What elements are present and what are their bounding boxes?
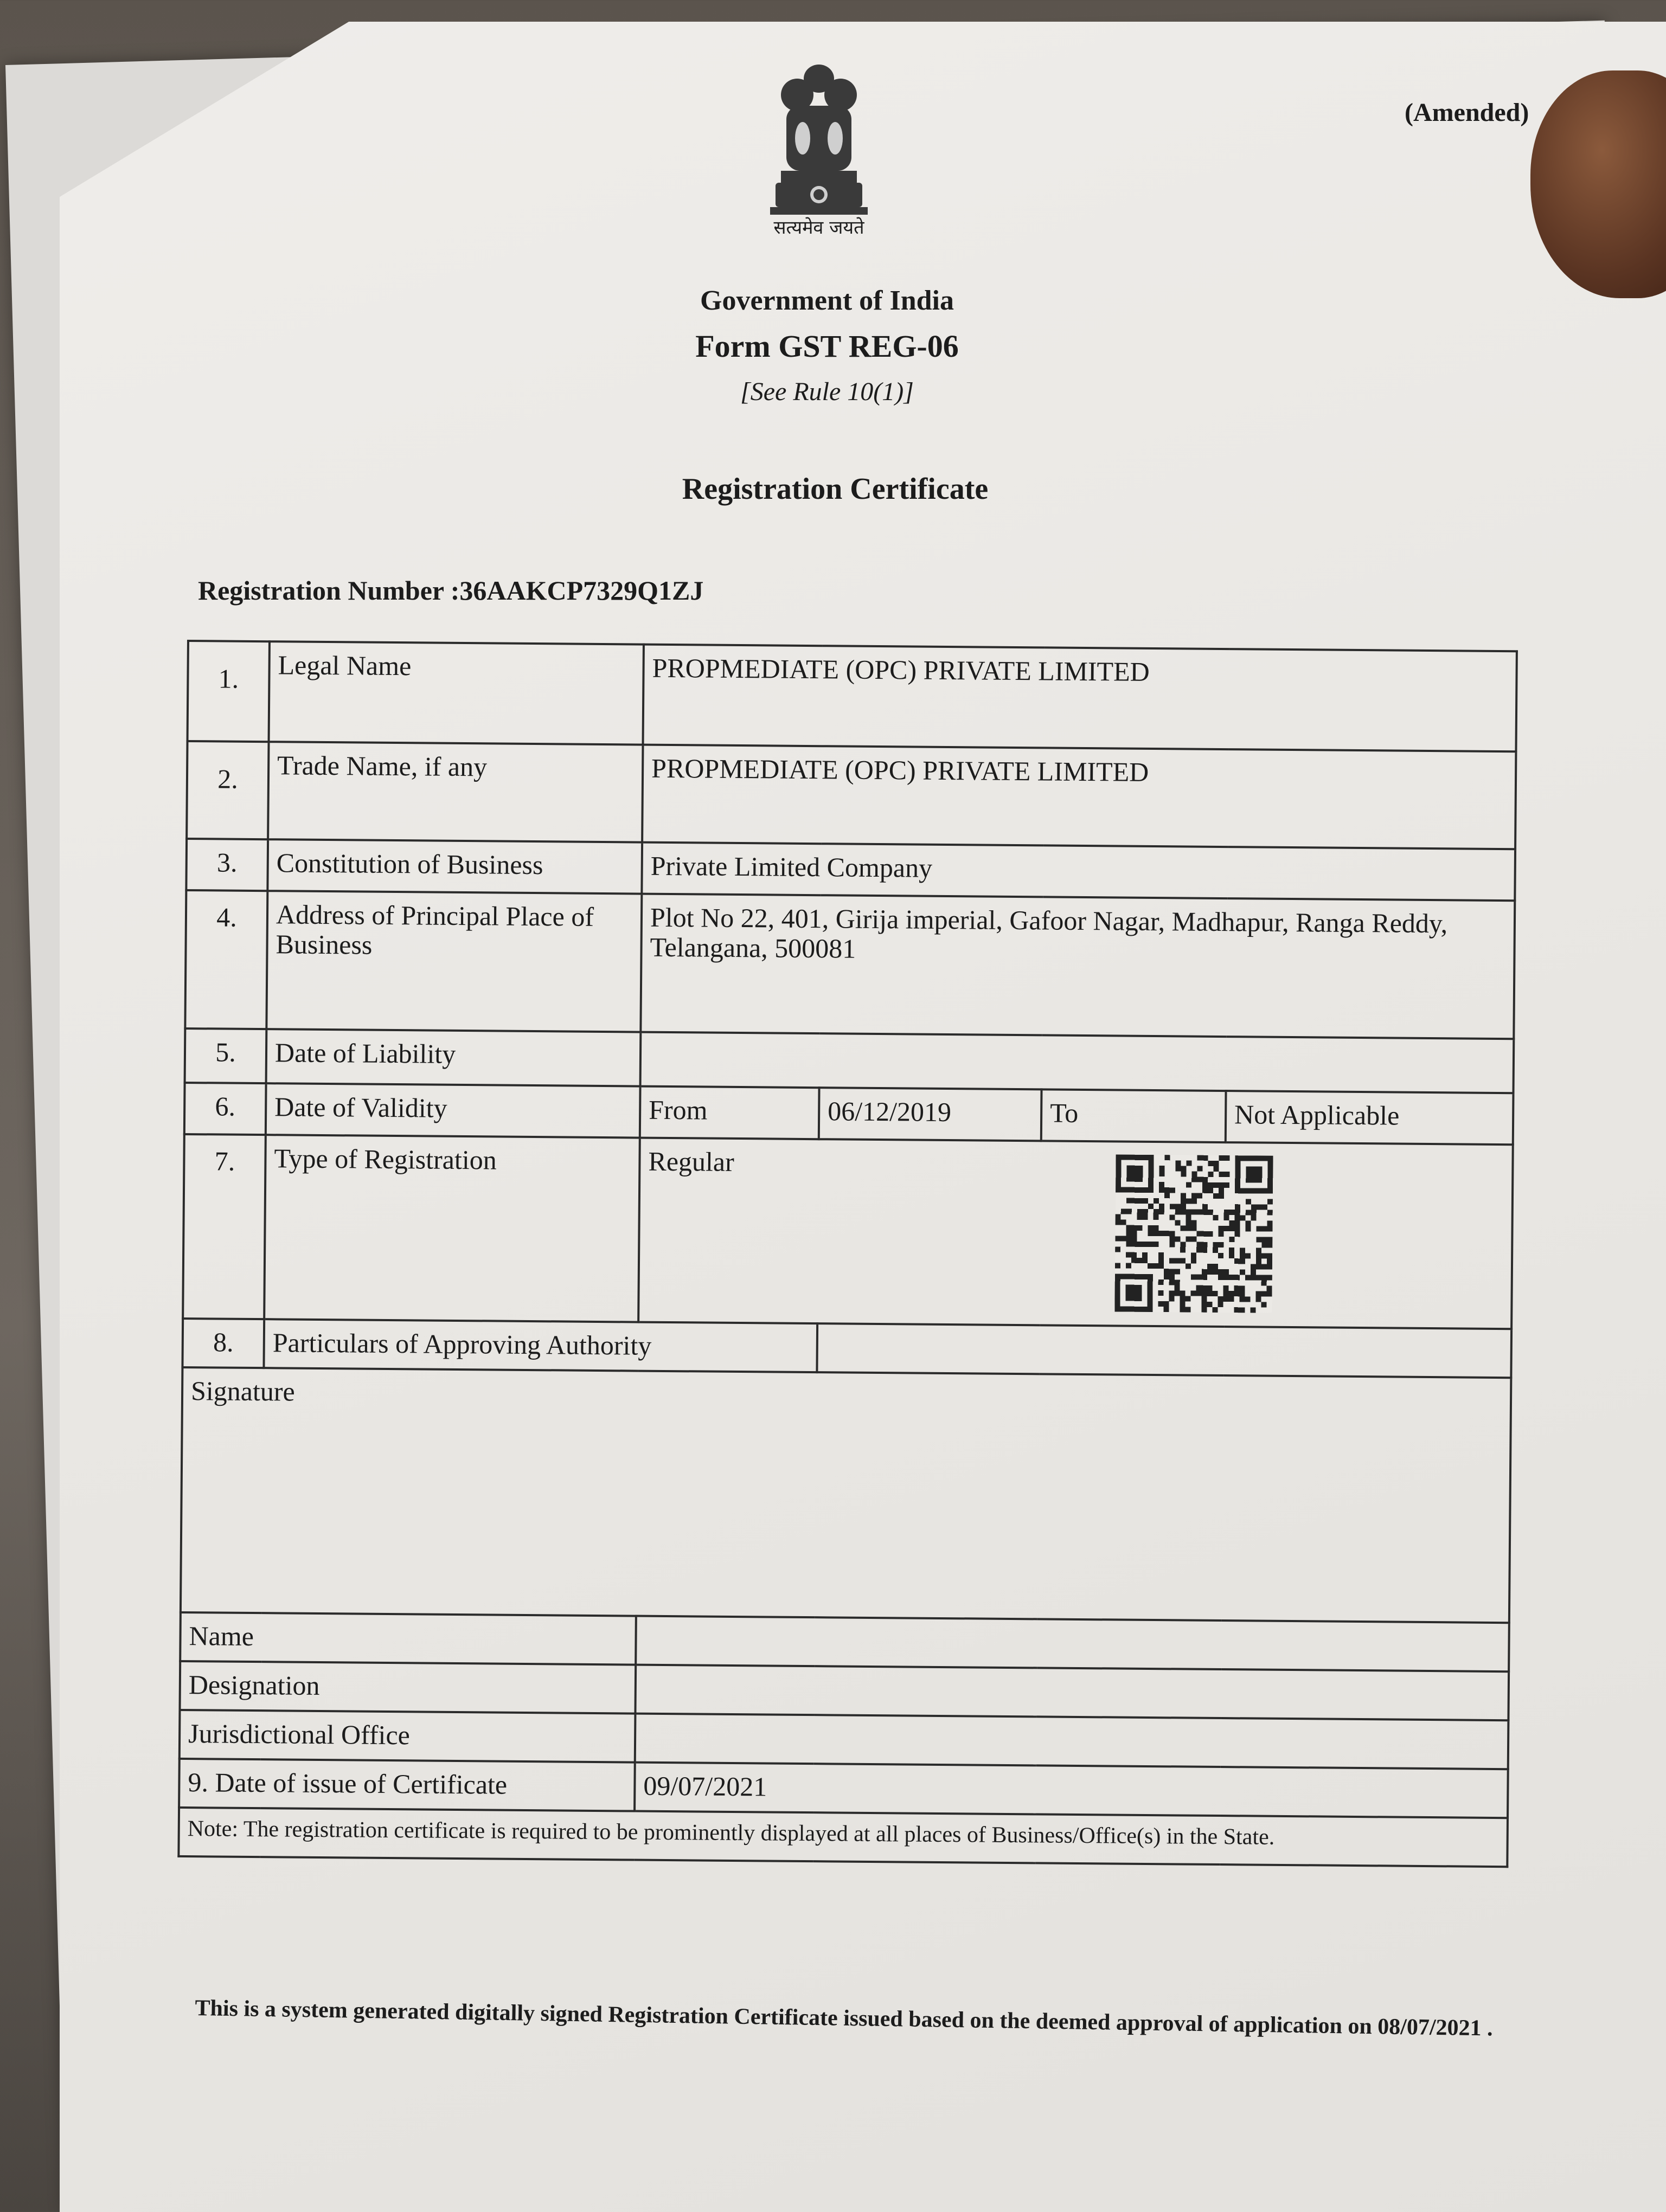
name-value — [636, 1616, 1509, 1672]
row-trade-name — [187, 741, 1516, 849]
liability-value — [640, 1032, 1514, 1094]
emblem-motto: सत्यमेव जयते — [773, 217, 864, 239]
registration-type-cell — [638, 1138, 1513, 1329]
name-label: Name — [180, 1612, 636, 1665]
certificate-title: Registration Certificate — [682, 472, 989, 506]
row-number: 4. — [185, 890, 267, 1029]
row-date-of-liability — [185, 1028, 1514, 1093]
issue-date-label: 9. Date of issue of Certificate — [179, 1759, 635, 1811]
row-number: 3. — [186, 839, 268, 891]
national-emblem-icon — [765, 57, 873, 230]
issue-date-value: 09/07/2021 — [635, 1763, 1508, 1818]
row-signature — [181, 1367, 1511, 1623]
row-type-of-registration — [183, 1134, 1513, 1329]
validity-from-value: 06/12/2019 — [819, 1088, 1042, 1141]
row-number: 6. — [184, 1083, 266, 1135]
validity-to-label: To — [1041, 1089, 1226, 1142]
designation-label: Designation — [180, 1661, 636, 1714]
form-title: Form GST REG-06 — [695, 329, 959, 364]
validity-from-label: From — [640, 1086, 819, 1140]
legal-name-value: PROPMEDIATE (OPC) PRIVATE LIMITED — [643, 645, 1517, 752]
row-address — [185, 890, 1515, 1039]
address-value: Plot No 22, 401, Girija imperial, Gafoor Nagar, Madhapur, Ranga Reddy, Telangana, 500081 — [640, 894, 1515, 1039]
constitution-value: Private Limited Company — [642, 843, 1515, 901]
registration-number: Registration Number :36AAKCP7329Q1ZJ — [198, 575, 704, 606]
government-heading: Government of India — [700, 285, 954, 316]
row-number: 5. — [185, 1028, 267, 1083]
field-label: Address of Principal Place of Business — [266, 891, 642, 1032]
approving-authority-value — [817, 1323, 1511, 1378]
signature-label: Signature — [190, 1375, 295, 1407]
field-label: Trade Name, if any — [268, 742, 643, 842]
row-legal-name — [188, 641, 1517, 751]
designation-value — [635, 1665, 1509, 1721]
row-note — [178, 1808, 1508, 1867]
display-note: Note: The registration certificate is required to be prominently displayed at all places of Business/Office(s) in the State. — [178, 1808, 1508, 1867]
field-label: Type of Registration — [264, 1135, 640, 1322]
registration-form-table — [177, 640, 1516, 1868]
signature-area — [181, 1367, 1511, 1623]
amended-tag: (Amended) — [1405, 98, 1529, 127]
row-number: 1. — [188, 641, 270, 742]
qr-code-icon — [1114, 1154, 1273, 1313]
row-number: 7. — [183, 1134, 266, 1319]
system-generated-footer: This is a system generated digitally signed Registration Certificate issued based on the deemed approval of application on 08/07/2021 . — [195, 1995, 1493, 2041]
validity-to-value: Not Applicable — [1226, 1091, 1514, 1144]
field-label: Particulars of Approving Authority — [264, 1319, 817, 1372]
trade-name-value: PROPMEDIATE (OPC) PRIVATE LIMITED — [642, 745, 1516, 850]
office-label: Jurisdictional Office — [180, 1710, 636, 1763]
rule-reference: [See Rule 10(1)] — [740, 377, 914, 406]
registration-type-value: Regular — [648, 1146, 734, 1177]
field-label: Date of Liability — [266, 1029, 641, 1086]
field-label: Constitution of Business — [267, 839, 642, 893]
field-label: Legal Name — [269, 641, 644, 744]
office-value — [635, 1714, 1509, 1770]
row-number: 8. — [182, 1319, 264, 1368]
field-label: Date of Validity — [266, 1083, 640, 1137]
row-number: 2. — [187, 741, 268, 839]
